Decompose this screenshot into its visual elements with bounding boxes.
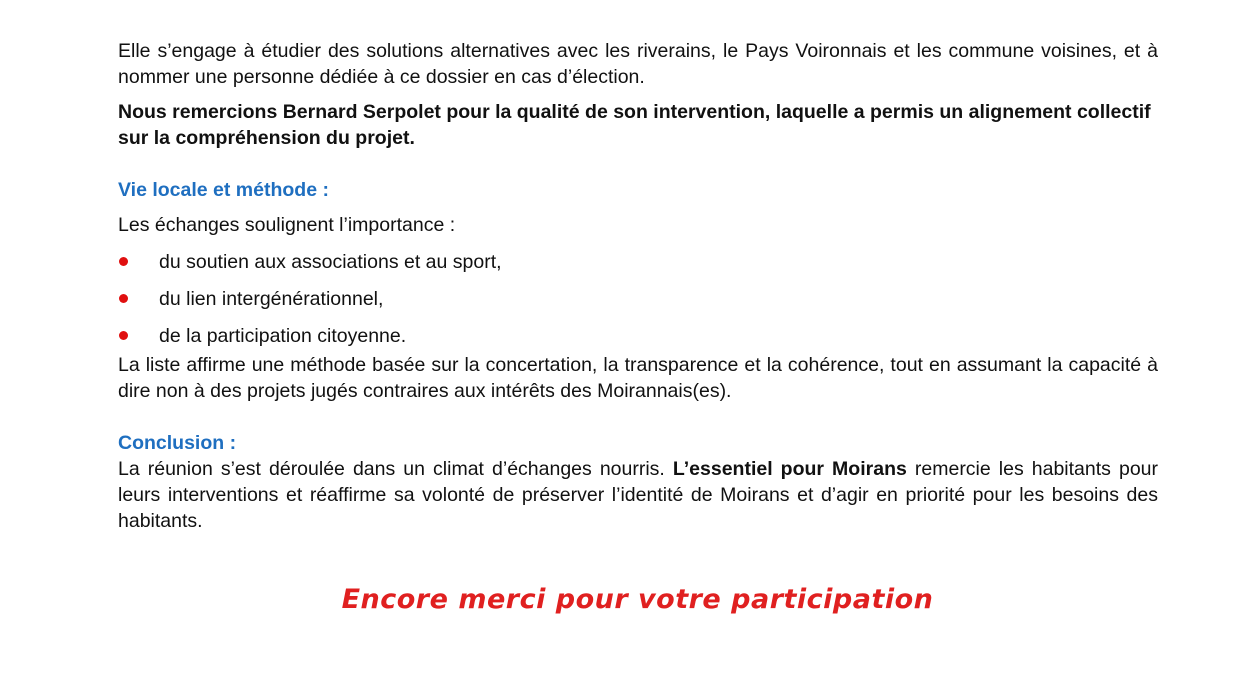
bullet-list	[118, 249, 1158, 349]
bullet-dot-icon	[119, 331, 128, 340]
bullet-dot-icon	[119, 257, 128, 266]
list-item-text: du soutien aux associations et au sport,	[159, 251, 502, 273]
section-lead-text: Les échanges soulignent l’importance :	[118, 214, 456, 236]
section-heading-vie-locale: Vie locale et méthode :	[118, 179, 329, 201]
organization-name: L’essentiel pour Moirans	[672, 458, 907, 480]
conclusion-paragraph	[118, 456, 1158, 534]
conclusion-text-after: remercie les habitants pour leurs interventions et réaffirme sa volonté de préserver l’identité de Moirans et d’agir en priorité pour les besoins des habitants.	[118, 458, 1159, 532]
intro-paragraph: Elle s’engage à étudier des solutions alternatives avec les riverains, le Pays Voironnais et les commune voisines, et à nommer une personne dédiée à ce dossier en cas d’élection.	[118, 40, 1158, 88]
bullet-dot-icon	[119, 294, 128, 303]
document-page	[118, 38, 1158, 534]
thanks-paragraph: Nous remercions Bernard Serpolet pour la qualité de son intervention, laquelle a permis un alignement collectif sur la compréhension du projet.	[118, 101, 1151, 149]
list-item	[118, 249, 1158, 275]
list-item-text: du lien intergénérationnel,	[159, 288, 384, 310]
method-paragraph: La liste affirme une méthode basée sur la concertation, la transparence et la cohérence, tout en assumant la capacité à dire non à des projets jugés contraires aux intérêts des Moirannais(es).	[118, 354, 1158, 402]
list-item	[118, 323, 1158, 349]
closing-message: Encore merci pour votre participation	[341, 584, 934, 615]
section-heading-conclusion: Conclusion :	[118, 432, 237, 454]
list-item-text: de la participation citoyenne.	[159, 325, 407, 347]
list-item	[118, 286, 1158, 312]
section-conclusion	[118, 430, 1158, 534]
section-vie-locale	[118, 177, 1158, 404]
conclusion-text-before: La réunion s’est déroulée dans un climat d’échanges nourris.	[118, 458, 665, 480]
